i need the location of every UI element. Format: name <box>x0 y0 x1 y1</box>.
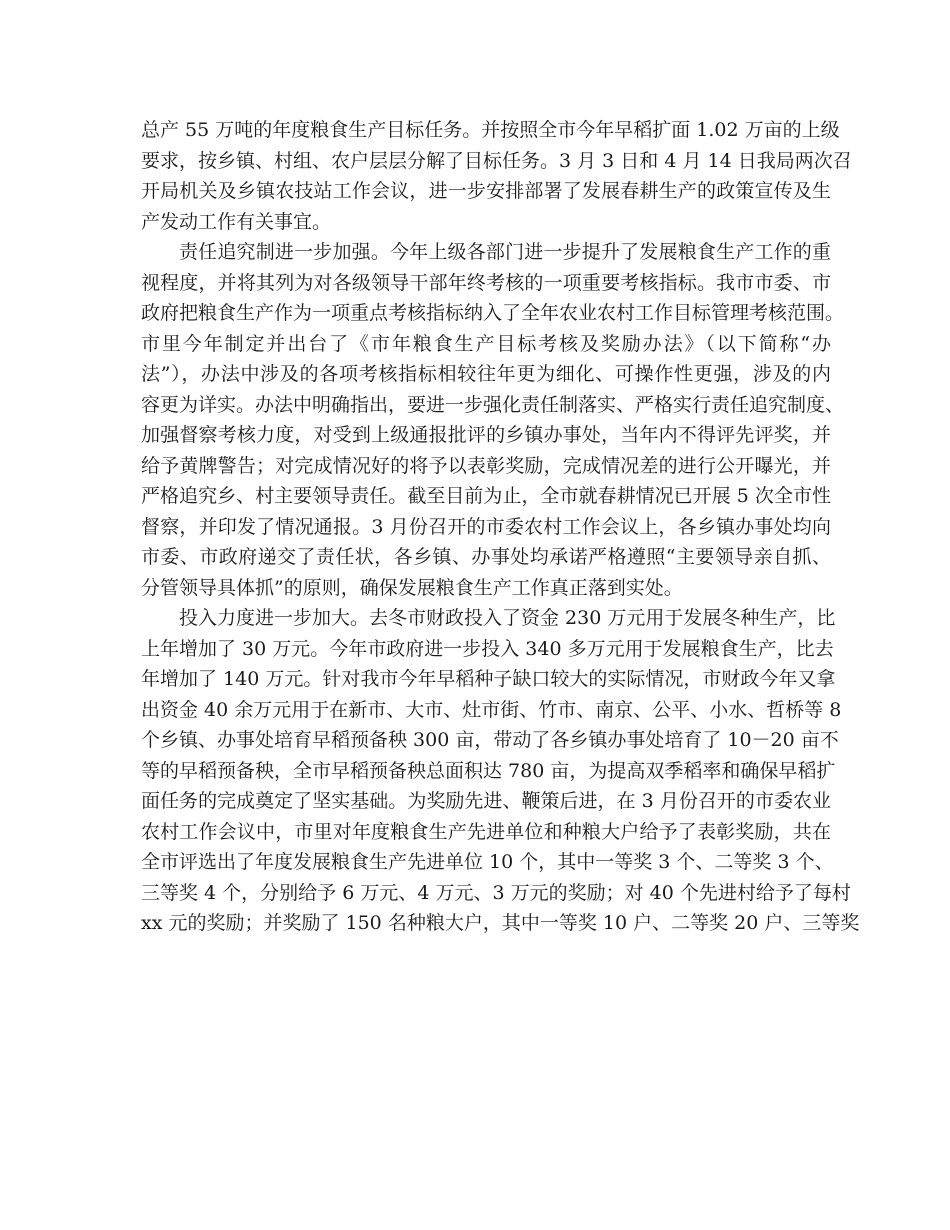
text-line: 个乡镇、办事处培育早稻预备秧 300 亩，带动了各乡镇办事处培育了 10－20 亩不 <box>141 729 839 751</box>
text-line: 年增加了 140 万元。针对我市今年早稻种子缺口较大的实际情况，市财政今年又拿 <box>141 668 836 690</box>
paragraph-accountability <box>141 237 845 603</box>
document-body <box>141 115 860 939</box>
text-line: 要求，按乡镇、村组、农户层层分解了目标任务。3 月 3 日和 4 月 14 日我局两次召 <box>141 149 852 172</box>
text-line: 责任追究制进一步加强。今年上级各部门进一步提升了发展粮食生产工作的重 <box>179 241 831 263</box>
text-line: 上年增加了 30 万元。今年市政府进一步投入 340 多万元用于发展粮食生产，比去 <box>141 637 834 660</box>
text-line: 容更为详实。办法中明确指出，要进一步强化责任制落实、严格实行责任追究制度、 <box>141 393 845 416</box>
text-line: xx 元的奖励；并奖励了 150 名种粮大户，其中一等奖 10 户、二等奖 20 户、三等奖 <box>141 912 860 934</box>
text-line: 等的早稻预备秧，全市早稻预备秧总面积达 780 亩，为提高双季稻率和确保早稻扩 <box>141 759 836 782</box>
text-line: 督察，并印发了情况通报。3 月份召开的市委农村工作会议上，各乡镇办事处均向 <box>141 515 831 538</box>
text-line: 总产 55 万吨的年度粮食生产目标任务。并按照全市今年早稻扩面 1.02 万亩的上级 <box>141 119 840 141</box>
text-line: 市委、市政府递交了责任状，各乡镇、办事处均承诺严格遵照“主要领导亲自抓、 <box>141 546 831 568</box>
text-line: 产发动工作有关事宜。 <box>141 210 332 233</box>
paragraph-investment <box>141 603 860 939</box>
text-line: 出资金 40 余万元用于在新市、大市、灶市街、竹市、南京、公平、小水、哲桥等 8 <box>141 698 842 721</box>
text-line: 严格追究乡、村主要领导责任。截至目前为止，全市就春耕情况已开展 5 次全市性 <box>141 485 831 507</box>
text-line: 加强督察考核力度，对受到上级通报批评的乡镇办事处，当年内不得评先评奖，并 <box>141 424 831 446</box>
text-line: 全市评选出了年度发展粮食生产先进单位 10 个，其中一等奖 3 个、二等奖 3 个、 <box>141 851 834 873</box>
text-line: 视程度，并将其列为对各级领导干部年终考核的一项重要考核指标。我市市委、市 <box>141 271 831 294</box>
text-line: 法”），办法中涉及的各项考核指标相较往年更为细化、可操作性更强，涉及的内 <box>141 363 831 385</box>
text-line: 三等奖 4 个，分别给予 6 万元、4 万元、3 万元的奖励；对 40 个先进村给予了每村 <box>141 881 851 904</box>
text-line: 政府把粮食生产作为一项重点考核指标纳入了全年农业农村工作目标管理考核范围。 <box>141 302 845 324</box>
text-line: 开局机关及乡镇农技站工作会议，进一步安排部署了发展春耕生产的政策宣传及生 <box>141 180 831 202</box>
text-line: 投入力度进一步加大。去冬市财政投入了资金 230 万元用于发展冬种生产，比 <box>179 607 836 629</box>
text-line: 给予黄牌警告；对完成情况好的将予以表彰奖励，完成情况差的进行公开曝光，并 <box>141 454 831 477</box>
text-line: 面任务的完成奠定了坚实基础。为奖励先进、鞭策后进，在 3 月份召开的市委农业 <box>141 790 831 812</box>
paragraph-target-tasks <box>141 115 852 237</box>
text-line: 市里今年制定并出台了《市年粮食生产目标考核及奖励办法》（以下简称“办 <box>141 332 831 355</box>
text-line: 农村工作会议中，市里对年度粮食生产先进单位和种粮大户给予了表彰奖励，共在 <box>141 820 831 843</box>
text-line: 分管领导具体抓”的原则，确保发展粮食生产工作真正落到实处。 <box>141 576 683 599</box>
